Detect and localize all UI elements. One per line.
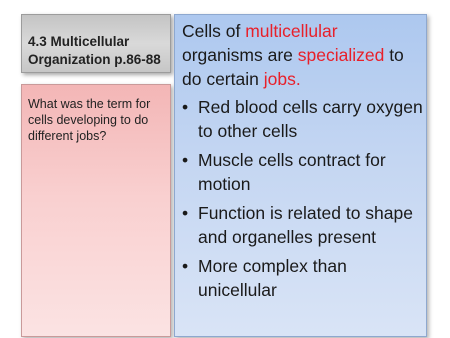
intro-text-1: Cells of — [182, 21, 246, 41]
intro-sentence — [182, 19, 422, 91]
keyword-specialized: specialized — [297, 45, 385, 65]
bullet-item — [182, 95, 426, 143]
question-text: What was the term for cells developing to do different jobs? — [28, 97, 151, 143]
bullet-dot-icon: • — [182, 97, 189, 117]
content-panel — [174, 14, 427, 337]
bullet-dot-icon: • — [182, 150, 189, 170]
bullet-text: Red blood cells carry oxygen to other cells — [198, 97, 423, 141]
bullet-text: More complex than unicellular — [198, 256, 347, 300]
bullet-dot-icon: • — [182, 203, 189, 223]
title-panel — [21, 14, 171, 73]
bullet-item — [182, 148, 426, 196]
bullet-text: Function is related to shape and organelles present — [198, 203, 413, 247]
intro-text-3: to do certain — [182, 45, 404, 89]
bullet-item — [182, 254, 426, 302]
keyword-multicellular: multicellular — [245, 21, 338, 41]
intro-text-2: organisms are — [182, 45, 298, 65]
bullet-dot-icon: • — [182, 256, 189, 276]
keyword-jobs: jobs. — [263, 69, 301, 89]
bullet-item — [182, 201, 426, 249]
slide-title: 4.3 Multicellular Organization p.86-88 — [28, 34, 161, 67]
question-panel — [21, 84, 171, 337]
bullet-list — [182, 95, 426, 307]
bullet-text: Muscle cells contract for motion — [198, 150, 386, 194]
